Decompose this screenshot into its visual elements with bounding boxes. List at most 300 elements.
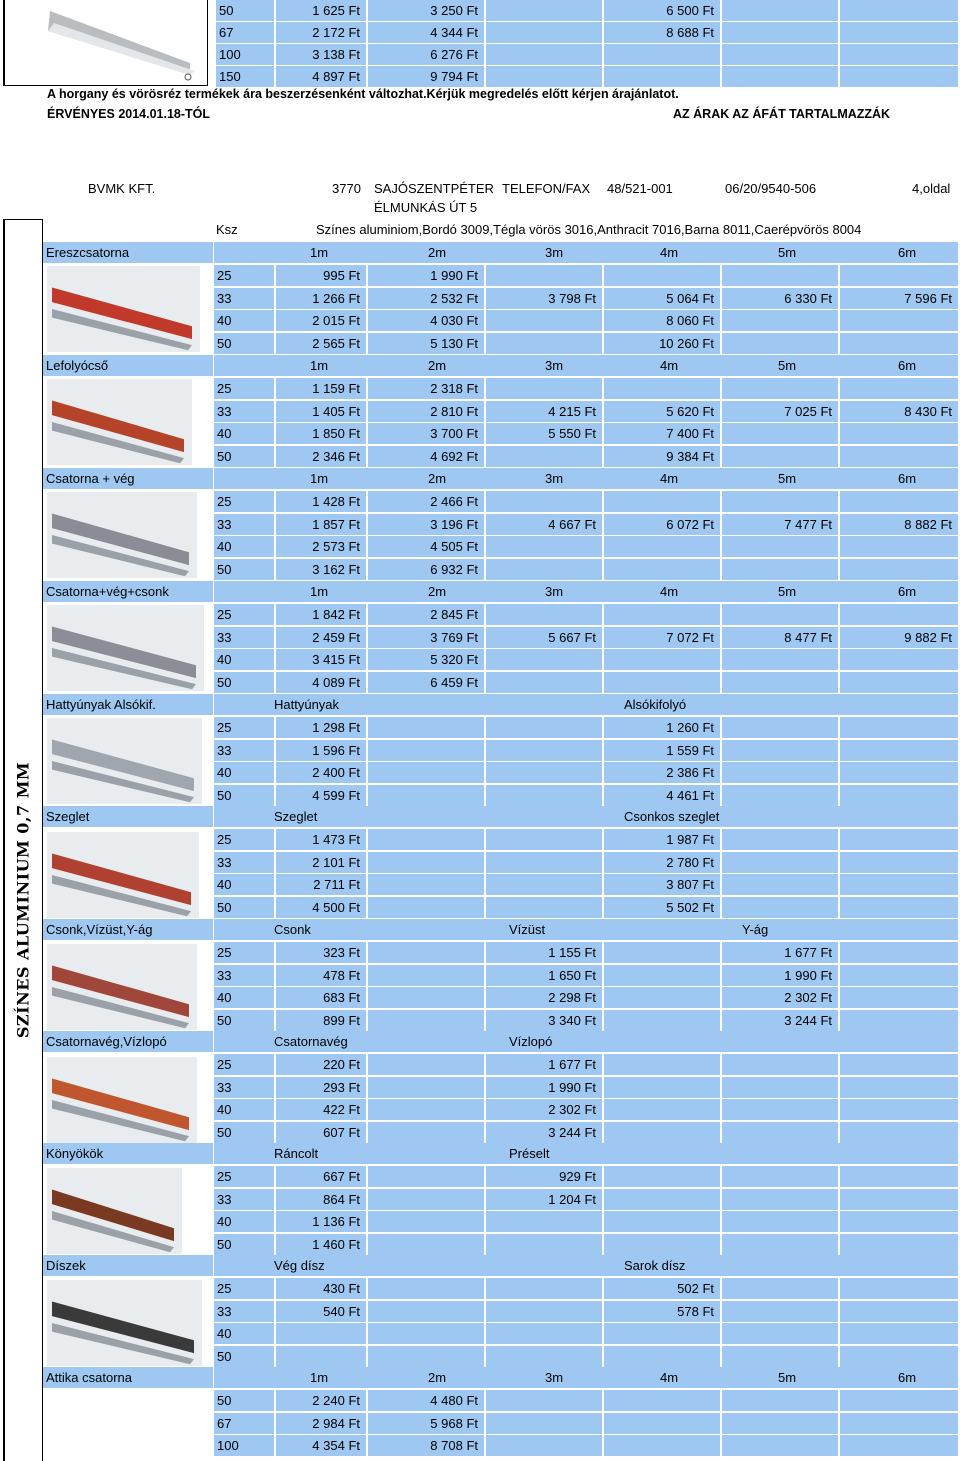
top-cell-c5 (722, 0, 838, 21)
frame-top (3, 219, 43, 220)
price-cell (604, 1122, 720, 1143)
price-cell: 5 667 Ft (486, 627, 602, 648)
price-cell (840, 265, 958, 286)
price-cell: 1 857 Ft (276, 514, 366, 535)
price-cell: 1 987 Ft (604, 829, 720, 850)
price-cell: 2 400 Ft (276, 762, 366, 783)
section-title: Csatorna+vég+csonk (43, 581, 213, 602)
company-city: SAJÓSZENTPÉTER (374, 181, 494, 196)
ksz-cell: 40 (214, 310, 274, 331)
price-cell: 3 415 Ft (276, 649, 366, 670)
phone-label: TELEFON/FAX (502, 181, 591, 196)
price-cell: 1 596 Ft (276, 740, 366, 761)
price-cell (604, 559, 720, 580)
price-cell (368, 1346, 484, 1367)
price-cell: 3 244 Ft (722, 1010, 838, 1031)
section-col-head: Csatornavég (274, 1034, 348, 1049)
price-cell (368, 829, 484, 850)
price-cell (486, 1435, 602, 1456)
price-cell (368, 762, 484, 783)
section-col-head: 4m (660, 1370, 679, 1385)
ksz-cell: 40 (214, 762, 274, 783)
price-cell: 2 459 Ft (276, 627, 366, 648)
hattyunyak-photo (47, 718, 202, 804)
section-col-head: 2m (428, 358, 447, 373)
top-cell-c2: 9 794 Ft (368, 66, 484, 87)
ksz-cell: 25 (214, 1054, 274, 1075)
price-cell (722, 1390, 838, 1411)
ksz-cell: 25 (214, 1278, 274, 1299)
price-cell: 578 Ft (604, 1301, 720, 1322)
price-cell (486, 446, 602, 467)
price-cell (276, 1346, 366, 1367)
company-street: ÉLMUNKÁS ÚT 5 (374, 200, 478, 215)
price-cell: 1 136 Ft (276, 1211, 366, 1232)
price-cell: 3 798 Ft (486, 288, 602, 309)
price-cell: 5 064 Ft (604, 288, 720, 309)
price-cell (722, 1301, 838, 1322)
top-cell-k: 100 (216, 44, 274, 65)
price-row (0, 1413, 960, 1435)
price-cell (486, 1301, 602, 1322)
csatorna-veg-photo (47, 492, 197, 578)
top-cell-c1: 4 897 Ft (276, 66, 366, 87)
top-cell-c2: 6 276 Ft (368, 44, 484, 65)
price-cell (840, 717, 958, 738)
price-cell (722, 378, 838, 399)
section-title: Hattyúnyak Alsókif. (43, 694, 213, 715)
price-cell (368, 717, 484, 738)
ksz-cell: 40 (214, 536, 274, 557)
price-cell (722, 829, 838, 850)
konyokok-photo (47, 1168, 182, 1254)
section-col-head: 3m (545, 1370, 564, 1385)
price-cell (840, 785, 958, 806)
section-header-row (0, 468, 960, 490)
price-cell: 2 386 Ft (604, 762, 720, 783)
price-cell (368, 785, 484, 806)
section-col-head: Vízlopó (509, 1034, 553, 1049)
price-cell: 3 769 Ft (368, 627, 484, 648)
price-cell (368, 1211, 484, 1232)
section-title: Díszek (43, 1255, 213, 1276)
price-cell: 2 015 Ft (276, 310, 366, 331)
price-cell: 1 260 Ft (604, 717, 720, 738)
ksz-cell: 33 (214, 401, 274, 422)
price-cell (722, 1278, 838, 1299)
colors-header: Színes aluminiom,Bordó 3009,Tégla vörös 3016,Anthracit 7016,Barna 8011,Caerépvörös 8004 (316, 222, 862, 237)
price-cell (722, 1211, 838, 1232)
price-cell: 6 459 Ft (368, 672, 484, 693)
price-cell (840, 1346, 958, 1367)
price-cell: 4 215 Ft (486, 401, 602, 422)
vat-text: AZ ÁRAK AZ ÁFÁT TARTALMAZZÁK (673, 107, 891, 121)
price-cell: 3 244 Ft (486, 1122, 602, 1143)
price-cell: 4 667 Ft (486, 514, 602, 535)
price-cell (368, 1099, 484, 1120)
price-cell (722, 1054, 838, 1075)
price-cell (486, 672, 602, 693)
top-cell-k: 150 (216, 66, 274, 87)
price-cell (486, 1413, 602, 1434)
section-col-head: Sarok dísz (624, 1258, 686, 1273)
valid-from-text: ÉRVÉNYES 2014.01.18-TÓL (47, 107, 211, 121)
ksz-cell: 33 (214, 965, 274, 986)
top-cell-c2: 4 344 Ft (368, 22, 484, 43)
price-cell (368, 965, 484, 986)
ksz-cell: 50 (214, 897, 274, 918)
price-cell (486, 717, 602, 738)
ksz-cell: 50 (214, 785, 274, 806)
top-cell-c4: 8 688 Ft (604, 22, 720, 43)
price-cell: 2 298 Ft (486, 987, 602, 1008)
price-cell (722, 1346, 838, 1367)
price-cell (486, 740, 602, 761)
ksz-cell: 25 (214, 1166, 274, 1187)
price-cell (722, 1189, 838, 1210)
price-cell: 6 330 Ft (722, 288, 838, 309)
section-col-head: 4m (660, 471, 679, 486)
price-cell (722, 1166, 838, 1187)
price-cell (368, 1010, 484, 1031)
price-cell (604, 1211, 720, 1232)
section-col-head: 1m (310, 1370, 329, 1385)
price-cell (840, 1435, 958, 1456)
company-name: BVMK KFT. (88, 181, 156, 196)
price-cell: 5 502 Ft (604, 897, 720, 918)
price-cell: 2 711 Ft (276, 874, 366, 895)
section-col-head: 4m (660, 245, 679, 260)
top-cell-c6 (840, 66, 958, 87)
section-col-head: 5m (778, 245, 797, 260)
price-cell (840, 874, 958, 895)
price-cell: 607 Ft (276, 1122, 366, 1143)
price-cell (604, 1077, 720, 1098)
price-cell (840, 1166, 958, 1187)
section-col-head: 6m (898, 584, 917, 599)
price-cell (722, 672, 838, 693)
price-cell: 3 700 Ft (368, 423, 484, 444)
section-title: Szeglet (43, 806, 213, 827)
section-col-head: Y-ág (742, 922, 769, 937)
price-cell (604, 1099, 720, 1120)
price-cell (722, 310, 838, 331)
top-cell-c4 (604, 66, 720, 87)
price-cell (840, 1211, 958, 1232)
price-cell (604, 491, 720, 512)
price-cell (604, 1323, 720, 1344)
price-cell (722, 559, 838, 580)
section-col-head: 6m (898, 245, 917, 260)
price-cell (722, 740, 838, 761)
section-col-head: 3m (545, 471, 564, 486)
section-header-band (214, 1255, 958, 1276)
price-cell (486, 559, 602, 580)
top-cell-c5 (722, 66, 838, 87)
price-cell: 667 Ft (276, 1166, 366, 1187)
ksz-cell: 33 (214, 1077, 274, 1098)
price-cell (840, 897, 958, 918)
price-cell: 2 573 Ft (276, 536, 366, 557)
price-cell: 540 Ft (276, 1301, 366, 1322)
price-cell (722, 423, 838, 444)
price-row (0, 1435, 960, 1457)
price-cell: 2 302 Ft (722, 987, 838, 1008)
ksz-cell: 33 (214, 1189, 274, 1210)
price-cell: 1 155 Ft (486, 942, 602, 963)
price-cell (368, 1189, 484, 1210)
price-cell (486, 378, 602, 399)
section-col-head: Szeglet (274, 809, 318, 824)
price-cell: 4 500 Ft (276, 897, 366, 918)
section-header-row (0, 1143, 960, 1165)
lefolyocso-photo (47, 379, 192, 465)
price-cell: 864 Ft (276, 1189, 366, 1210)
ksz-header: Ksz (216, 222, 238, 237)
price-cell (486, 536, 602, 557)
price-cell (722, 649, 838, 670)
section-col-head: 5m (778, 1370, 797, 1385)
price-cell: 2 780 Ft (604, 852, 720, 873)
price-cell (840, 1390, 958, 1411)
section-header-band (214, 806, 958, 827)
section-col-head: 2m (428, 471, 447, 486)
top-cell-c1: 3 138 Ft (276, 44, 366, 65)
price-cell: 7 072 Ft (604, 627, 720, 648)
section-title: Ereszcsatorna (43, 242, 213, 263)
price-cell (604, 378, 720, 399)
price-cell (722, 1099, 838, 1120)
price-cell: 1 204 Ft (486, 1189, 602, 1210)
section-col-head: 3m (545, 584, 564, 599)
price-cell (604, 1435, 720, 1456)
price-cell: 7 400 Ft (604, 423, 720, 444)
price-cell (604, 987, 720, 1008)
top-cell-c5 (722, 44, 838, 65)
section-col-head: 3m (545, 358, 564, 373)
ksz-cell: 40 (214, 874, 274, 895)
price-cell: 683 Ft (276, 987, 366, 1008)
price-cell (486, 785, 602, 806)
section-header-row (0, 919, 960, 941)
price-cell (840, 1189, 958, 1210)
top-cell-c3 (486, 22, 602, 43)
price-cell: 1 405 Ft (276, 401, 366, 422)
price-cell: 9 882 Ft (840, 627, 958, 648)
price-cell (486, 1390, 602, 1411)
ksz-cell: 40 (214, 649, 274, 670)
phone-2: 06/20/9540-506 (725, 181, 817, 196)
price-cell: 7 025 Ft (722, 401, 838, 422)
top-cell-c4: 6 500 Ft (604, 0, 720, 21)
price-cell: 1 559 Ft (604, 740, 720, 761)
price-cell (486, 649, 602, 670)
price-cell (604, 265, 720, 286)
phone-1: 48/521-001 (607, 181, 673, 196)
ksz-cell: 50 (214, 1390, 274, 1411)
section-col-head: 4m (660, 584, 679, 599)
price-cell: 5 620 Ft (604, 401, 720, 422)
section-title: Csonk,Vízüst,Y-ág (43, 919, 213, 940)
ksz-cell: 40 (214, 1211, 274, 1232)
section-col-head: 1m (310, 471, 329, 486)
price-cell: 8 060 Ft (604, 310, 720, 331)
top-cell-c4 (604, 44, 720, 65)
section-header-row (0, 355, 960, 377)
section-header-row (0, 1367, 960, 1389)
price-cell (722, 1323, 838, 1344)
section-header-row (0, 1255, 960, 1277)
price-cell (368, 1054, 484, 1075)
price-cell (840, 333, 958, 354)
price-cell: 1 990 Ft (368, 265, 484, 286)
price-cell (604, 1166, 720, 1187)
section-col-head: 5m (778, 358, 797, 373)
price-cell: 3 162 Ft (276, 559, 366, 580)
price-cell (722, 1122, 838, 1143)
section-col-head: 1m (310, 358, 329, 373)
price-cell: 4 692 Ft (368, 446, 484, 467)
price-cell: 430 Ft (276, 1278, 366, 1299)
price-cell (486, 1323, 602, 1344)
price-cell (722, 446, 838, 467)
price-cell (604, 536, 720, 557)
price-cell: 8 882 Ft (840, 514, 958, 535)
ksz-cell: 67 (214, 1413, 274, 1434)
ksz-cell: 40 (214, 1323, 274, 1344)
section-col-head: 4m (660, 358, 679, 373)
price-cell (722, 1077, 838, 1098)
page-number: 4,oldal (912, 181, 951, 196)
price-cell: 3 807 Ft (604, 874, 720, 895)
top-cell-c1: 2 172 Ft (276, 22, 366, 43)
price-cell (840, 942, 958, 963)
price-cell (368, 1323, 484, 1344)
price-cell (604, 1346, 720, 1367)
ksz-cell: 33 (214, 852, 274, 873)
price-cell (840, 604, 958, 625)
top-cell-k: 50 (216, 0, 274, 21)
price-cell: 995 Ft (276, 265, 366, 286)
price-cell: 2 346 Ft (276, 446, 366, 467)
price-cell: 1 842 Ft (276, 604, 366, 625)
top-cell-c6 (840, 44, 958, 65)
price-cell (368, 740, 484, 761)
price-cell (486, 265, 602, 286)
price-cell (486, 491, 602, 512)
section-header-row (0, 242, 960, 264)
ksz-cell: 25 (214, 829, 274, 850)
section-title: Attika csatorna (43, 1367, 213, 1388)
top-cell-c1: 1 625 Ft (276, 0, 366, 21)
section-col-head: Hattyúnyak (274, 697, 340, 712)
price-cell (486, 762, 602, 783)
price-cell (368, 1301, 484, 1322)
price-cell (722, 1234, 838, 1255)
ksz-cell: 40 (214, 1099, 274, 1120)
ksz-cell: 25 (214, 265, 274, 286)
ksz-cell: 50 (214, 672, 274, 693)
price-cell (840, 1413, 958, 1434)
price-cell (368, 874, 484, 895)
price-cell (722, 762, 838, 783)
price-row (0, 1390, 960, 1412)
ksz-cell: 50 (214, 1122, 274, 1143)
price-cell: 3 196 Ft (368, 514, 484, 535)
price-cell (368, 897, 484, 918)
top-cell-k: 67 (216, 22, 274, 43)
section-col-head: Préselt (509, 1146, 550, 1161)
price-cell: 478 Ft (276, 965, 366, 986)
price-cell (368, 1122, 484, 1143)
price-cell: 422 Ft (276, 1099, 366, 1120)
ksz-cell: 50 (214, 1234, 274, 1255)
price-cell (840, 536, 958, 557)
price-cell: 2 845 Ft (368, 604, 484, 625)
ksz-cell: 25 (214, 604, 274, 625)
price-cell: 5 130 Ft (368, 333, 484, 354)
price-cell (722, 852, 838, 873)
price-cell (486, 1278, 602, 1299)
price-cell: 2 101 Ft (276, 852, 366, 873)
price-cell (722, 717, 838, 738)
szeglet-photo (47, 832, 199, 918)
price-cell (486, 852, 602, 873)
price-cell (840, 672, 958, 693)
csonk-vizust-photo (47, 944, 197, 1030)
material-vertical-label: SZÍNES ALUMINIUM 0,7 MM (13, 761, 33, 1039)
price-cell (840, 310, 958, 331)
price-cell (840, 987, 958, 1008)
price-cell (840, 1099, 958, 1120)
price-cell (840, 1054, 958, 1075)
price-cell: 220 Ft (276, 1054, 366, 1075)
price-cell: 1 850 Ft (276, 423, 366, 444)
ksz-cell: 33 (214, 1301, 274, 1322)
price-cell: 1 990 Ft (722, 965, 838, 986)
section-col-head: Ráncolt (274, 1146, 319, 1161)
price-cell (840, 446, 958, 467)
section-col-head: Csonkos szeglet (624, 809, 720, 824)
price-cell: 8 477 Ft (722, 627, 838, 648)
section-header-row (0, 694, 960, 716)
price-cell (486, 1234, 602, 1255)
price-cell (840, 1301, 958, 1322)
section-header-band (214, 1143, 958, 1164)
price-cell: 293 Ft (276, 1077, 366, 1098)
csatorna-veg-csonk-photo (47, 605, 204, 691)
price-cell (604, 942, 720, 963)
section-title: Csatorna + vég (43, 468, 213, 489)
price-cell: 4 480 Ft (368, 1390, 484, 1411)
section-col-head: 1m (310, 245, 329, 260)
section-col-head: 6m (898, 358, 917, 373)
price-cell (368, 987, 484, 1008)
price-cell (722, 265, 838, 286)
price-cell (486, 1346, 602, 1367)
price-cell (604, 1189, 720, 1210)
price-cell (840, 491, 958, 512)
price-cell (722, 604, 838, 625)
price-cell (276, 1323, 366, 1344)
section-col-head: Vízüst (509, 922, 546, 937)
price-cell: 5 550 Ft (486, 423, 602, 444)
price-cell: 502 Ft (604, 1278, 720, 1299)
price-cell (722, 1435, 838, 1456)
price-cell (604, 1390, 720, 1411)
section-col-head: 5m (778, 471, 797, 486)
price-cell (604, 1413, 720, 1434)
